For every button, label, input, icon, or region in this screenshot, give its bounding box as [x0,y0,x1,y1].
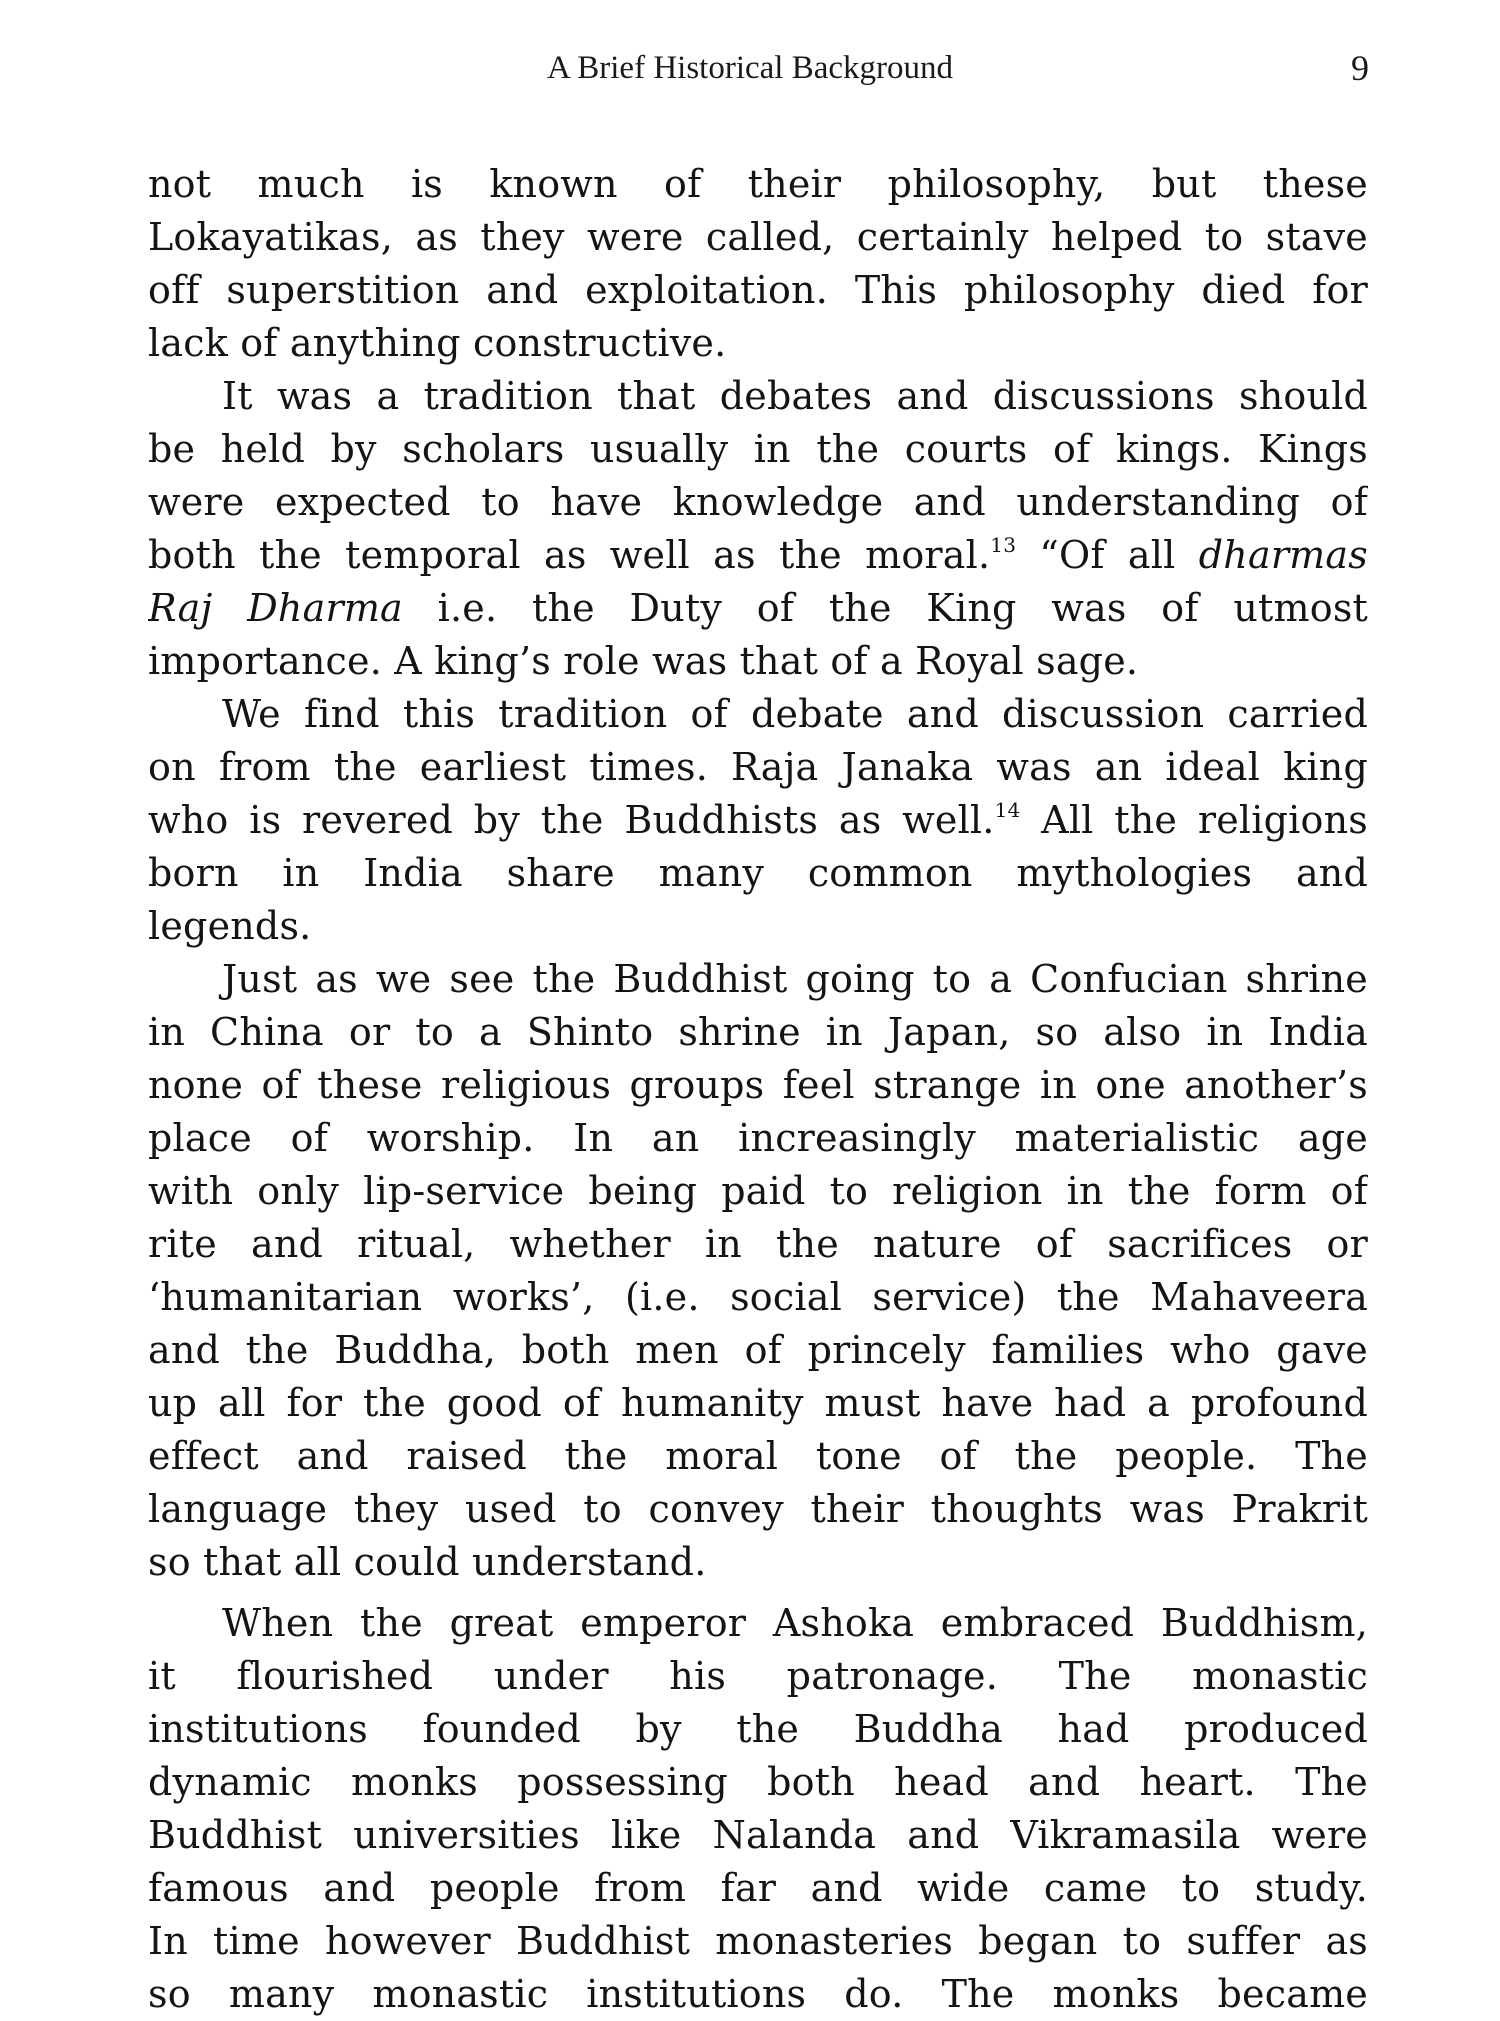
text-line: When the great emperor Ashoka embraced Buddhism, [222,1601,1368,1645]
text-line: in China or to a Shinto shrine in Japan, so also in India [148,1010,1368,1054]
text-line: so that all could understand. [148,1540,707,1584]
footnote-reference: 13 [990,533,1017,557]
running-header [0,44,1500,92]
text-line: famous and people from far and wide came to study. [148,1866,1368,1910]
italic-term: Raj Dharma [148,586,403,630]
text-line: Just as we see the Buddhist going to a Confucian shrine [222,957,1368,1001]
text-line: Lokayatikas, as they were called, certainly helped to stave [148,215,1368,259]
text-line: lack of anything constructive. [148,321,727,365]
text-line: and the Buddha, both men of princely families who gave [148,1328,1368,1372]
text-run: who is revered by the Buddhists as well. [148,798,995,842]
body-text [148,158,1368,2021]
text-line [148,529,1368,582]
text-run: both the temporal as well as the moral. [148,533,991,577]
paragraph [148,158,1368,370]
text-line: so many monastic institutions do. The monks became [148,1972,1368,2016]
text-line: up all for the good of humanity must have had a profound [148,1381,1368,1425]
text-line: ‘humanitarian works’, (i.e. social service) the Mahaveera [148,1275,1368,1319]
text-line: it flourished under his patronage. The monastic [148,1654,1368,1698]
text-run: All the religions [1020,798,1368,842]
text-line: legends. [148,904,312,948]
page-number: 9 [1351,48,1369,88]
text-line: on from the earliest times. Raja Janaka was an ideal king [148,745,1368,789]
paragraph [148,953,1368,1589]
text-line: importance. A king’s role was that of a Royal sage. [148,639,1139,683]
text-line [148,582,1368,635]
paragraph [148,688,1368,953]
text-line: We find this tradition of debate and discussion carried [222,692,1368,736]
running-title: A Brief Historical Background [547,50,953,86]
text-line [148,794,1368,847]
text-run: i.e. the Duty of the King was of utmost [402,586,1368,630]
text-line: born in India share many common mythologies and [148,851,1368,895]
text-run: “Of all [1016,533,1199,577]
text-line: with only lip-service being paid to religion in the form of [148,1169,1368,1213]
text-line: dynamic monks possessing both head and heart. The [148,1760,1368,1804]
text-line: none of these religious groups feel strange in one another’s [148,1063,1368,1107]
text-line: It was a tradition that debates and discussions should [222,374,1368,418]
text-line: rite and ritual, whether in the nature of sacrifices or [148,1222,1368,1266]
text-line: place of worship. In an increasingly materialistic age [148,1116,1368,1160]
text-line: language they used to convey their thoughts was Prakrit [148,1487,1368,1531]
text-line: effect and raised the moral tone of the people. The [148,1434,1368,1478]
paragraph [148,1597,1368,2021]
italic-term: dharmas [1198,533,1368,577]
text-line: off superstition and exploitation. This philosophy died for [148,268,1368,312]
text-line: be held by scholars usually in the courts of kings. Kings [148,427,1368,471]
text-line: In time however Buddhist monasteries began to suffer as [148,1919,1368,1963]
text-line: Buddhist universities like Nalanda and Vikramasila were [148,1813,1368,1857]
footnote-reference: 14 [994,798,1021,822]
paragraph [148,370,1368,688]
text-line: were expected to have knowledge and understanding of [148,480,1368,524]
text-line: institutions founded by the Buddha had produced [148,1707,1368,1751]
text-line: not much is known of their philosophy, but these [148,162,1368,206]
